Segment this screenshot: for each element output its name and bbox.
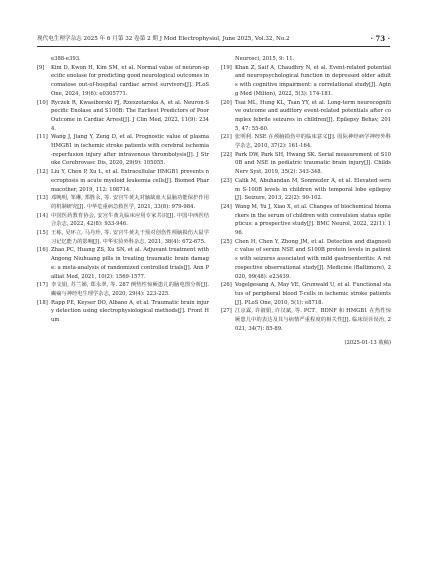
- reference-item: [221, 307, 391, 333]
- right-column: [221, 55, 391, 347]
- reference-number: [25]: [221, 238, 232, 245]
- reference-number: [9]: [37, 64, 45, 71]
- reference-item: [221, 151, 391, 177]
- reference-number: [13]: [37, 195, 48, 202]
- reference-text: Tsai ML, Hung KL, Tsan YY, et al. Long-term neurocognitive outcome and auditory event-related potentials after complex febrile seizures in children[J]. Epilepsy Behav, 2015, 47: 55-60.: [235, 99, 391, 132]
- reference-item: [221, 281, 391, 307]
- reference-text: Calik M, Abuhandan M, Sonmezler A, et al. Elevated serum S-100B levels in children with temporal lobe epilepsy[J]. Seizure, 2013, 22(2): 99-102.: [235, 177, 391, 202]
- reference-continuation: e388-e393.: [51, 56, 81, 62]
- reference-number: [15]: [37, 230, 48, 237]
- reference-text: Rapp PE, Keyser DO, Albano A, et al. Traumatic brain injury detection using electrophysiological methods[J]. Front Hum: [51, 299, 209, 324]
- journal-title: 现代电生理学杂志 2025 年 6 月第 32 卷第 2 期 J Mod Electrophysiol, June 2025, Vol.32, No.2: [37, 36, 290, 42]
- reference-number: [10]: [37, 99, 48, 106]
- reference-item: [221, 177, 391, 203]
- reference-number: [18]: [37, 299, 48, 306]
- reference-text: 邓晚明, 邹琳, 郑胜永, 等. 安宫牛黄丸对脑缺血大鼠脑功能保护作用的机制研究[J]. 中华危重病急救医学, 2021, 33(8): 979-984.: [51, 195, 209, 210]
- reference-number: [12]: [37, 169, 48, 176]
- reference-text: Chen H, Chen Y, Zhong JM, et al. Detection and diagnostic value of serum NSE and S100B protein levels in patients with seizures associated with mild gastroenteritis: A retrospective observational study[J]. Medicine (Baltimore), 2020, 99(48): e23439.: [235, 238, 391, 280]
- reference-number: [26]: [221, 282, 232, 289]
- reference-item: [37, 229, 209, 246]
- page-number: · 73 ·: [370, 34, 390, 43]
- reference-text: 李文娟, 苏兰娣, 郑永翠, 等. 287 例热性惊厥患儿的脑电图分析[J]. 癫痫与神经电生理学杂志, 2020, 29(4): 223-225.: [51, 282, 209, 297]
- reference-text: Khan Z, Saif A, Chaudhry N, et al. Event-related potential and neuropsychological function in depressed older adults with cognitive impairment: a correlational study[J]. Aging Med (Milton), 2022, 5(3): 174-181.: [235, 64, 391, 97]
- reference-number: [23]: [221, 177, 232, 184]
- reference-number: [11]: [37, 134, 48, 141]
- reference-item: [37, 168, 209, 194]
- reference-item: [221, 238, 391, 282]
- reference-number: [16]: [37, 247, 48, 254]
- reference-text: Wang M, Yu J, Xiao X, et al. Changes of biochemical biomarkers in the serum of children with convulsion status epilepticus: a prospective study[J]. BMC Neurol, 2022, 22(1): 196.: [235, 203, 391, 237]
- reference-text: Park DW, Park SH, Hwang SK. Serial measurement of S100B and NSE in pediatric traumatic brain injury[J]. Childs Nerv Syst, 2019, 35(2): 343-348.: [235, 151, 391, 176]
- reference-number: [27]: [221, 308, 232, 315]
- reference-item: [37, 281, 209, 298]
- reference-number: [19]: [221, 64, 232, 71]
- reference-number: [17]: [37, 282, 48, 289]
- reference-text: Wang J, Jiang Y, Zeng D, et al. Prognostic value of plasma HMGB1 in ischemic stroke patients with cerebral ischemia-reperfusion injury after intravenous thrombolysis[J]. J Stroke Cerebrovasc Dis, 2020, 29(9): 105055.: [51, 134, 209, 167]
- reference-text: 张明利. NSE 在颅脑损伤中的临床意义[J]. 国际神经病学神经外科学杂志, 2010, 37(2): 161-164.: [235, 134, 391, 150]
- reference-item: [221, 203, 391, 238]
- reference-text: 王栋, 吴环立, 马丹珍, 等. 安宫牛黄丸干预对创伤性颅脑损伤大鼠学习记忆能力的影响[J]. 中华实验外科杂志, 2021, 38(4): 672-675.: [51, 230, 209, 245]
- received-date: (2025-01-13 收稿): [344, 339, 391, 346]
- reference-item: [37, 212, 209, 229]
- reference-item: [221, 133, 391, 150]
- reference-number: [21]: [221, 134, 232, 141]
- reference-number: [14]: [37, 212, 48, 219]
- reference-item: [37, 133, 209, 168]
- reference-text: Zhao PC, Huang ZS, Xu SN, et al. Adjuvant treatment with Angong Niuhuang pills in treating traumatic brain damage: a meta-analysis of randomized controlled trials[J]. Ann Palliat Med, 2021, 10(2): 1569-1577.: [51, 247, 209, 280]
- running-header: [37, 33, 390, 45]
- reference-continuation: Neurosci, 2015, 9: 11.: [235, 56, 295, 62]
- reference-item: [37, 99, 209, 134]
- reference-item: [37, 64, 209, 99]
- reference-item: [37, 299, 209, 325]
- reference-number: [24]: [221, 203, 232, 210]
- reference-item: [221, 64, 391, 99]
- reference-item: [221, 99, 391, 134]
- reference-number: [22]: [221, 151, 232, 158]
- reference-item: [37, 246, 209, 281]
- reference-item: [37, 194, 209, 211]
- left-column: [37, 55, 209, 325]
- reference-number: [20]: [221, 99, 232, 106]
- reference-text: 中国医药教育协会, 安宫牛黄丸临床应用专家共识[J]. 中国中西医结合杂志, 2022, 42(8): 933-946.: [51, 212, 209, 228]
- reference-text: Ryczek R, Kwasiborski PJ, Rzeszotarska A, et al. Neuron-Specific Enolase and S100B: The Earliest Predictors of Poor Outcome in Cardiac Arrest[J]. J Clin Med, 2022, 11(9): 2344.: [51, 99, 209, 132]
- reference-text: 江京霖, 许淑娟, 许汉斌, 等. PCT、BDNF 和 HMGB1 在热性惊厥患儿中的表达及其与病情严重程度的相关性[J]. 临床误诊误治, 2021, 34(7): 85-89.: [235, 308, 391, 332]
- reference-text: Liu Y, Chen P, Xu L, et al. Extracellular HMGB1 prevents necroptosis in acute myeloid leukemia cells[J]. Biomed Pharmacother, 2019, 112: 108714.: [51, 169, 209, 193]
- reference-text: Vogelgesang A, May VE, Grunwald U, et al. Functional status of peripheral blood T-cells in ischemic stroke patients[J]. PLoS One, 2010, 5(1): e8718.: [235, 282, 391, 306]
- reference-text: Kim D, Kwon H, Kim SM, et al. Normal value of neuron-specific enolase for predicting good neurological outcomes in comatose out-of-hospital cardiac arrest survivors[J]. PLoS One, 2024, 19(6): e0305771.: [51, 64, 210, 97]
- header-rule: [37, 46, 390, 47]
